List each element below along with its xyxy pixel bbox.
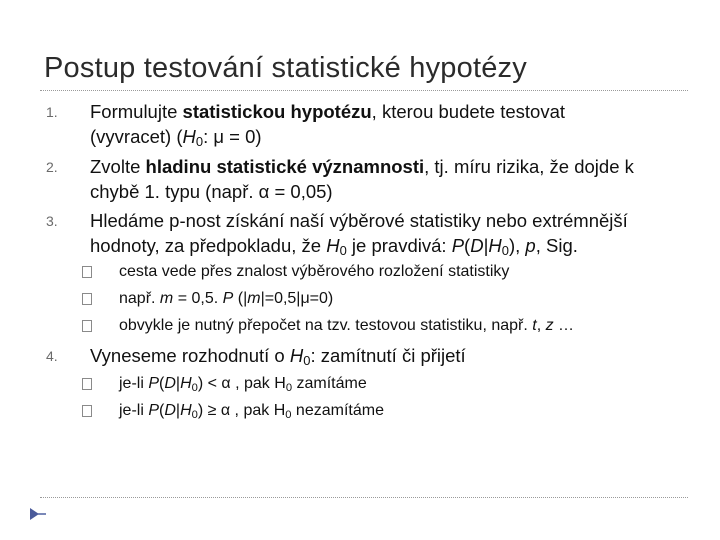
sub-text: např. xyxy=(119,290,160,307)
item3-sub: 0 xyxy=(339,243,347,258)
item3-text: ), xyxy=(508,235,526,256)
item3-text: je pravdivá: xyxy=(346,235,452,256)
sub-m: m xyxy=(159,290,174,307)
item-number-1: 1. xyxy=(46,104,58,120)
sub-sub: 0 xyxy=(191,382,198,394)
item3-sub2: 0 xyxy=(501,243,509,258)
item3-text: ( xyxy=(464,235,471,256)
item2-text: , tj. míru rizika, že dojde k xyxy=(424,156,634,177)
sub-h: H xyxy=(180,402,192,419)
sub-t: t xyxy=(532,317,537,334)
sub-item-text xyxy=(119,375,367,393)
item4-text: : zamítnutí či přijetí xyxy=(310,345,466,366)
item2-text: chybě 1. typu (např. α = 0,05) xyxy=(90,181,333,202)
item-number-4: 4. xyxy=(46,348,58,364)
sub-item-text xyxy=(119,290,333,308)
item3-h2: H xyxy=(488,235,502,256)
empty-box-icon xyxy=(82,320,92,332)
sub-sub: 0 xyxy=(285,382,293,394)
page-title: Postup testování statistické hypotézy xyxy=(44,52,527,84)
list-item-2 xyxy=(90,154,690,204)
sub-text: ) < α , pak H xyxy=(197,375,286,392)
item4-sub: 0 xyxy=(303,353,311,368)
sub-z: z xyxy=(545,317,554,334)
empty-box-icon xyxy=(82,378,92,390)
sub-text: | xyxy=(175,375,181,392)
item-number-2: 2. xyxy=(46,159,58,175)
sub-text: , xyxy=(536,317,546,334)
sub-p: P xyxy=(148,375,160,392)
sub-text: obvykle je nutný přepočet na tzv. testovou statistiku, např. xyxy=(119,317,533,334)
sub-text: zamítáme xyxy=(292,375,367,392)
sub-text: ( xyxy=(159,402,165,419)
sub-item-text xyxy=(119,317,574,335)
item-number-3: 3. xyxy=(46,213,58,229)
nav-bar-icon xyxy=(38,513,46,515)
sub-sub: 0 xyxy=(285,409,292,421)
sub-text: |=0,5|μ=0) xyxy=(260,290,334,307)
item1-bold: statistickou hypotézu xyxy=(182,101,372,122)
sub-d: D xyxy=(164,375,176,392)
sub-text: (| xyxy=(233,290,248,307)
sub-m2: m xyxy=(247,290,261,307)
item3-text: hodnoty, za předpokladu, že xyxy=(90,235,327,256)
item1-sub: 0 xyxy=(195,134,204,149)
item3-d: D xyxy=(470,235,484,256)
list-item-4 xyxy=(90,343,690,368)
item3-pi: p xyxy=(525,235,536,256)
list-item-3 xyxy=(90,208,690,258)
item3-text: | xyxy=(483,235,489,256)
sub-text: je-li xyxy=(119,375,149,392)
item3-text: Hledáme p-nost získání naší výběrové statistiky nebo extrémnější xyxy=(90,210,628,231)
footer-divider xyxy=(40,497,688,498)
item3-p: P xyxy=(451,235,465,256)
sub-d: D xyxy=(164,402,176,419)
sub-item-text: cesta vede přes znalost výběrového rozložení statistiky xyxy=(119,263,510,280)
item4-h: H xyxy=(289,345,304,366)
item1-text: (vyvracet) ( xyxy=(90,126,183,147)
title-divider xyxy=(40,90,688,91)
item3-text: , Sig. xyxy=(535,235,578,256)
sub-text: nezamítáme xyxy=(291,402,384,419)
sub-text: = 0,5. xyxy=(173,290,223,307)
empty-box-icon xyxy=(82,266,92,278)
sub-item-text xyxy=(119,402,384,420)
list-item-1 xyxy=(90,99,690,149)
sub-p: P xyxy=(148,402,160,419)
sub-h: H xyxy=(180,375,192,392)
empty-box-icon xyxy=(82,405,92,417)
item3-h: H xyxy=(326,235,340,256)
sub-text: | xyxy=(175,402,181,419)
item2-text: Zvolte xyxy=(90,156,146,177)
item1-text: : μ = 0) xyxy=(203,126,262,147)
item1-text: , kterou budete testovat xyxy=(371,101,566,122)
item4-text: Vyneseme rozhodnutí o xyxy=(90,345,290,366)
sub-text: je-li xyxy=(119,402,149,419)
empty-box-icon xyxy=(82,293,92,305)
sub-p: P xyxy=(222,290,234,307)
item1-text: Formulujte xyxy=(90,101,183,122)
sub-text: ) ≥ α , pak H xyxy=(197,402,286,419)
sub-sub: 0 xyxy=(191,409,198,421)
item2-bold: hladinu statistické významnosti xyxy=(145,156,425,177)
sub-text: ( xyxy=(159,375,165,392)
sub-text: … xyxy=(553,317,575,334)
item1-h: H xyxy=(182,126,196,147)
